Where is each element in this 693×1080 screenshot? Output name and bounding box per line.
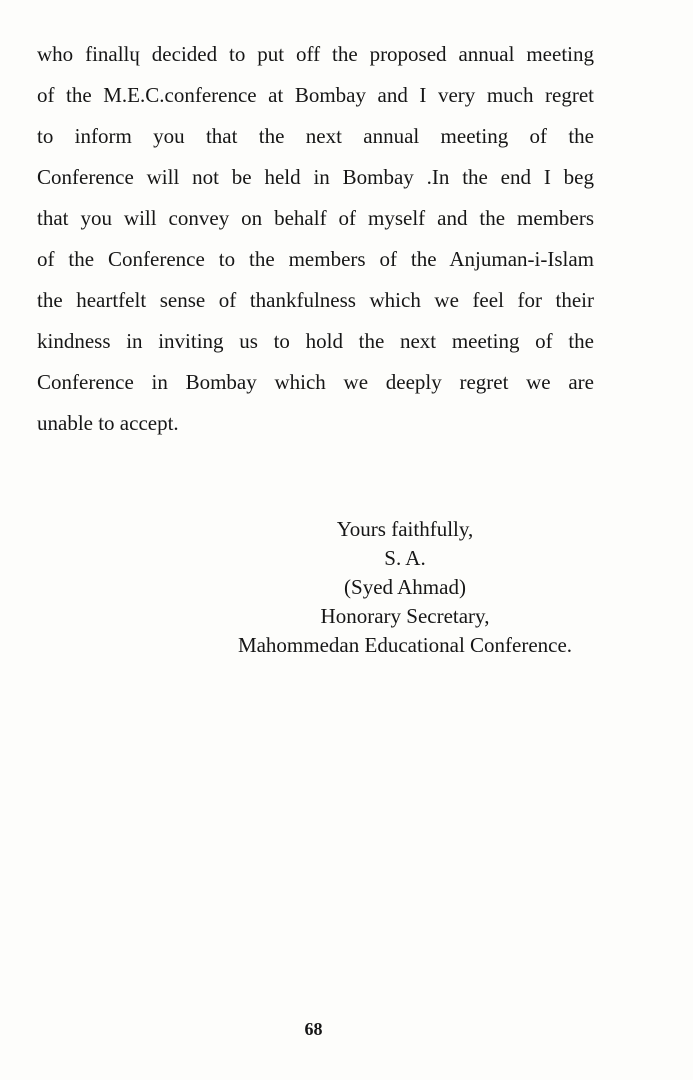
text-line: who finallɥ decided to put off the proposed annual meeting: [37, 42, 594, 66]
page-number: 68: [304, 1019, 323, 1039]
text-line: to inform you that the next annual meeting of the: [37, 124, 594, 148]
signature-block: [195, 515, 615, 660]
signature-initials: S. A.: [384, 546, 426, 570]
text-line: the heartfelt sense of thankfulness which we feel for their: [37, 288, 594, 312]
signature-closing: Yours faithfully,: [336, 517, 474, 541]
text-line: of the Conference to the members of the Anjuman-i-Islam: [37, 247, 594, 271]
text-line: unable to accept.: [37, 411, 179, 435]
signature-organization: Mahommedan Educational Conference.: [237, 633, 573, 657]
signature-name: (Syed Ahmad): [344, 575, 466, 599]
text-line: Conference in Bombay which we deeply regret we are: [37, 370, 594, 394]
text-line: kindness in inviting us to hold the next meeting of the: [37, 329, 594, 353]
text-line: of the M.E.C.conference at Bombay and I very much regret: [37, 83, 594, 107]
signature-title: Honorary Secretary,: [320, 604, 490, 628]
text-line: that you will convey on behalf of myself and the members: [37, 206, 594, 230]
letter-body: [37, 34, 594, 444]
text-line: Conference will not be held in Bombay .In the end I beg: [37, 165, 594, 189]
